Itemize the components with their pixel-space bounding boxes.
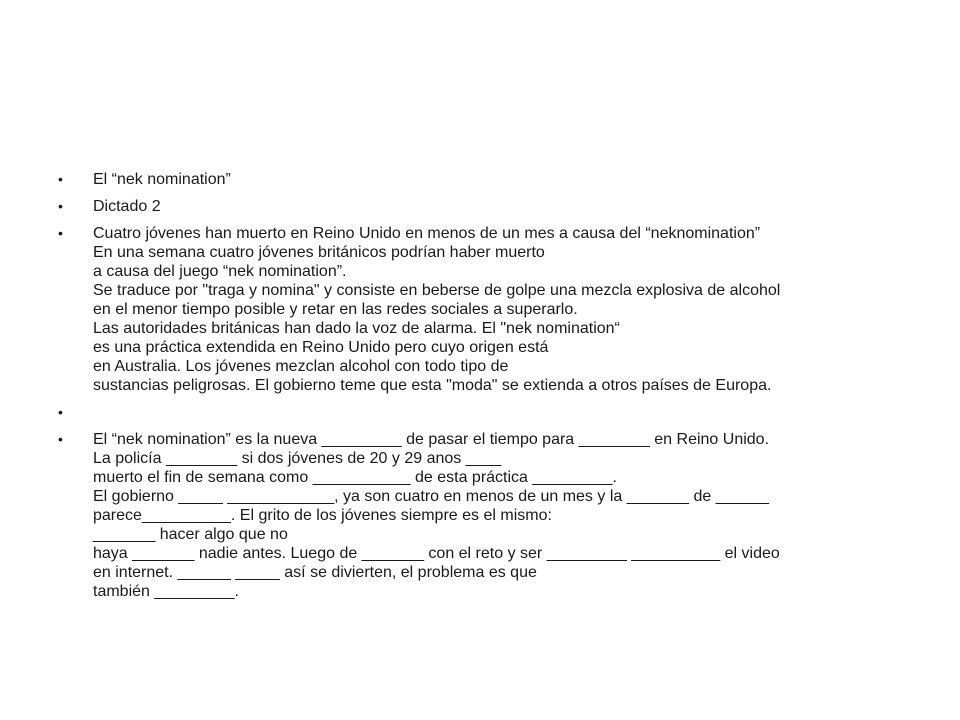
bullet-text: Dictado 2 — [93, 198, 161, 215]
bullet-dictation-label — [58, 197, 918, 216]
bullet-dot-icon: • — [58, 431, 63, 447]
bullet-fill-in-exercise — [58, 430, 918, 601]
bullet-dot-icon: • — [58, 404, 63, 420]
bullet-empty — [58, 403, 918, 422]
bullet-title — [58, 170, 918, 189]
bullet-dot-icon: • — [58, 225, 63, 241]
bullet-list — [58, 170, 918, 609]
bullet-dot-icon: • — [58, 198, 63, 214]
bullet-text: El “nek nomination” es la nueva _________ de pasar el tiempo para ________ en Reino Unido. La policía ________ si dos jóvenes de 20 y 29 anos ____ muerto el fin de semana como ___________ de esta práctica _________. El gobierno _____ ____________, ya son cuatro en menos de un mes y la _______ de ______ parece__________. El grito de los jóvenes siempre es el mismo: _______ hacer algo que no haya _______ nadie antes. Luego de _______ con el reto y ser _________ __________ el video en internet. ______ _____ así se divierten, el problema es que también _________. — [93, 431, 780, 600]
bullet-dot-icon: • — [58, 171, 63, 187]
bullet-text: El “nek nomination” — [93, 171, 231, 188]
bullet-text: Cuatro jóvenes han muerto en Reino Unido en menos de un mes a causa del “neknomination” En una semana cuatro jóvenes británicos podrían haber muerto a causa del juego “nek nomination”. Se traduce por "traga y nomina" y consiste en beberse de golpe una mezcla explosiva de alcohol en el menor tiempo posible y retar en las redes sociales a superarlo. Las autoridades británicas han dado la voz de alarma. El "nek nomination“ es una práctica extendida en Reino Unido pero cuyo origen está en Australia. Los jóvenes mezclan alcohol con todo tipo de sustancias peligrosas. El gobierno teme que esta "moda" se extienda a otros países de Europa. — [93, 225, 781, 394]
bullet-article-text — [58, 224, 918, 395]
bullet-text — [93, 403, 918, 422]
